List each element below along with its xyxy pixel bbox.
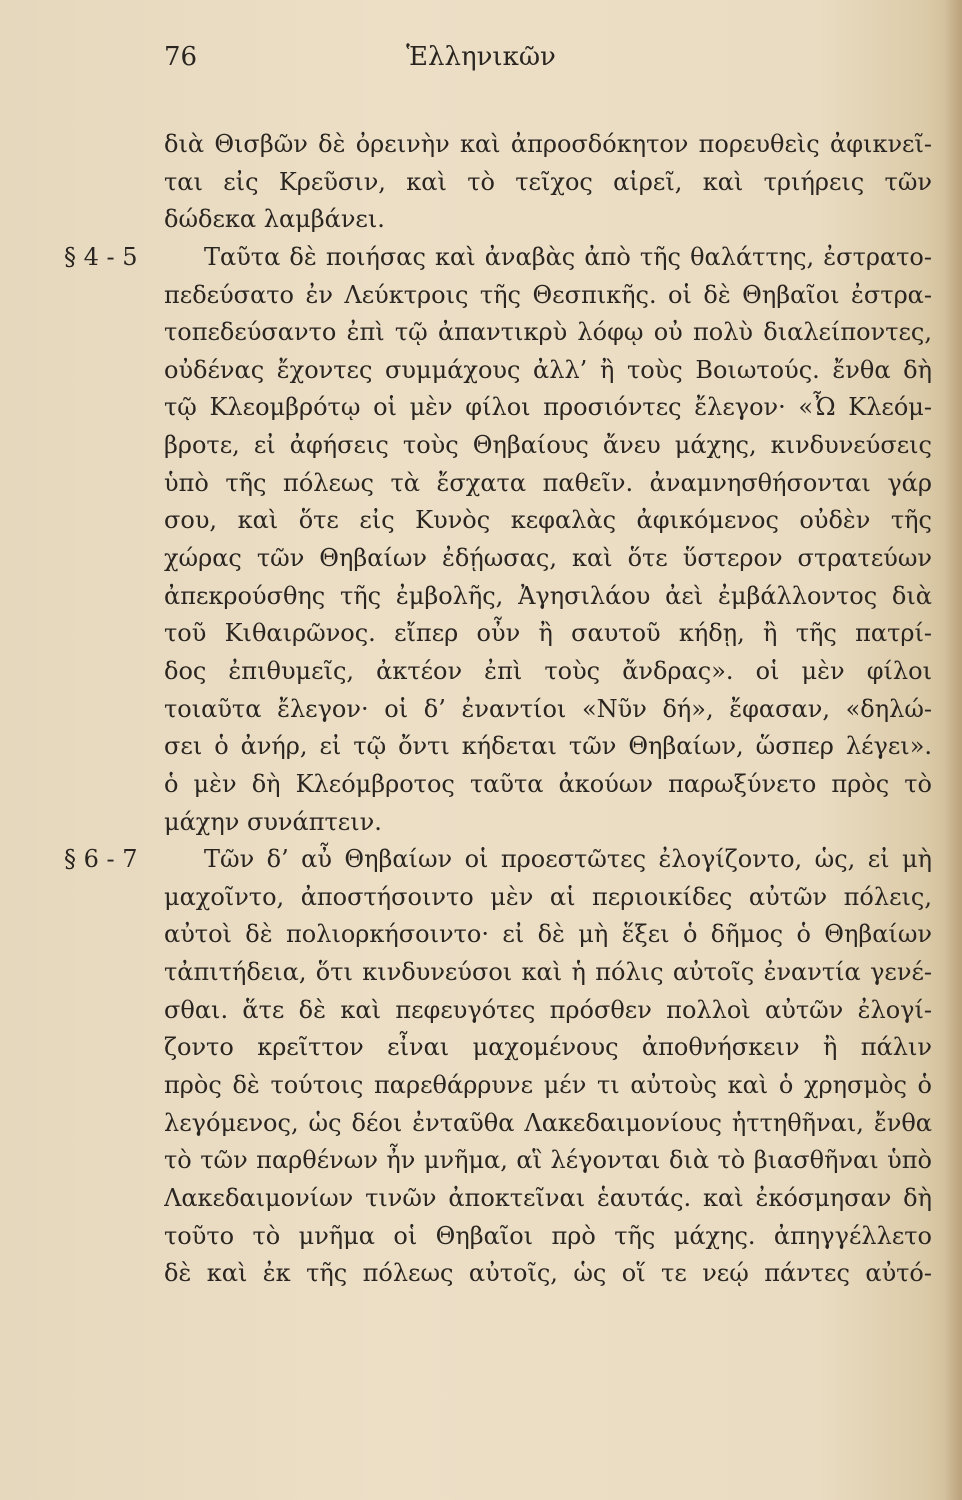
text-line — [164, 1067, 932, 1105]
text-line — [164, 992, 932, 1030]
line-text: σθαι. ἅτε δὲ καὶ πεφευγότες πρόσθεν πολλοὶ αὐτῶν ἐλογί- — [164, 995, 932, 1024]
text-line — [164, 879, 932, 917]
text-line — [164, 691, 932, 729]
line-text: σου, καὶ ὅτε εἰς Κυνὸς κεφαλὰς ἀφικόμενος οὐδὲν τῆς — [164, 506, 932, 535]
text-line — [164, 1029, 932, 1067]
text-line — [164, 954, 932, 992]
text-line — [164, 1105, 932, 1143]
line-text: ἀπεκρούσθης τῆς ἐμβολῆς, Ἀγησιλάου ἀεὶ ἐμβάλλοντος διὰ — [164, 581, 932, 610]
text-line — [164, 615, 932, 653]
text-line — [164, 766, 932, 804]
line-text: ζοντο κρεῖττον εἶναι μαχομένους ἀποθνήσκειν ἢ πάλιν — [164, 1033, 932, 1062]
line-text: ὑπὸ τῆς πόλεως τὰ ἔσχατα παθεῖν. ἀναμνησθήσονται γάρ — [164, 468, 932, 497]
line-text: ται εἰς Κρεῦσιν, καὶ τὸ τεῖχος αἱρεῖ, καὶ τριήρεις τῶν — [164, 167, 932, 196]
line-text: πεδεύσατο ἐν Λεύκτροις τῆς Θεσπικῆς. οἱ δὲ Θηβαῖοι ἐστρα- — [164, 280, 932, 309]
line-text: Ταῦτα δὲ ποιήσας καὶ ἀναβὰς ἀπὸ τῆς θαλάττης, ἐστρατο- — [204, 242, 932, 271]
line-text: τοπεδεύσαντο ἐπὶ τῷ ἀπαντικρὺ λόφῳ οὐ πολὺ διαλείποντες, — [164, 318, 932, 347]
line-text: Τῶν δ’ αὖ Θηβαίων οἱ προεστῶτες ἐλογίζοντο, ὡς, εἰ μὴ — [204, 845, 932, 874]
line-text: Λακεδαιμονίων τινῶν ἀποκτεῖναι ἑαυτάς. καὶ ἐκόσμησαν δὴ — [164, 1183, 932, 1212]
line-text: τὸ τῶν παρθένων ἦν μνῆμα, αἳ λέγονται διὰ τὸ βιασθῆναι ὑπὸ — [164, 1146, 932, 1175]
line-text: πρὸς δὲ τούτοις παρεθάρρυνε μέν τι αὐτοὺς καὶ ὁ χρησμὸς ὁ — [164, 1071, 932, 1100]
line-text: τοῦτο τὸ μνῆμα οἱ Θηβαῖοι πρὸ τῆς μάχης. ἀπηγγέλλετο — [164, 1221, 932, 1250]
line-text: τῷ Κλεομβρότῳ οἱ μὲν φίλοι προσιόντες ἔλεγον· «Ὦ Κλεόμ- — [164, 393, 932, 422]
text-line — [164, 502, 932, 540]
text-line — [164, 1180, 932, 1218]
text-line — [164, 314, 932, 352]
text-line — [164, 277, 932, 315]
line-text: οὐδένας ἔχοντες συμμάχους ἀλλ’ ἢ τοὺς Βοιωτούς. ἔνθα δὴ — [164, 355, 932, 384]
text-line — [164, 540, 932, 578]
line-text: μάχην συνάπτειν. — [164, 807, 382, 836]
text-line — [164, 389, 932, 427]
text-line — [164, 164, 932, 202]
section-marker: § 6 - 7 — [64, 845, 138, 874]
text-line — [164, 465, 932, 503]
text-line — [164, 804, 932, 842]
section-marker: § 4 - 5 — [64, 242, 138, 271]
text-line — [164, 427, 932, 465]
line-text: σει ὁ ἀνήρ, εἰ τῷ ὄντι κήδεται τῶν Θηβαίων, ὥσπερ λέγει». — [164, 732, 932, 761]
line-text: διὰ Θισβῶν δὲ ὀρεινὴν καὶ ἀπροσδόκητον πορευθεὶς ἀφικνεῖ- — [164, 130, 932, 158]
text-line — [164, 352, 932, 390]
line-text: χώρας τῶν Θηβαίων ἐδῄωσας, καὶ ὅτε ὕστερον στρατεύων — [164, 544, 932, 573]
line-text: αὐτοὶ δὲ πολιορκήσοιντο· εἰ δὲ μὴ ἕξει ὁ δῆμος ὁ Θηβαίων — [164, 920, 932, 949]
line-text: τοιαῦτα ἔλεγον· οἱ δ’ ἐναντίοι «Νῦν δή», ἔφασαν, «δηλώ- — [164, 694, 932, 723]
line-text: λεγόμενος, ὡς δέοι ἐνταῦθα Λακεδαιμονίους ἡττηθῆναι, ἔνθα — [164, 1108, 932, 1137]
text-line — [164, 1142, 932, 1180]
text-line — [164, 578, 932, 616]
line-text: μαχοῖντο, ἀποστήσοιντο μὲν αἱ περιοικίδες αὐτῶν πόλεις, — [164, 882, 932, 911]
line-text: δὲ καὶ ἐκ τῆς πόλεως αὐτοῖς, ὡς οἵ τε νεῴ πάντες αὐτό- — [164, 1259, 932, 1288]
text-line — [64, 239, 932, 277]
text-line — [164, 653, 932, 691]
line-text: βροτε, εἰ ἀφήσεις τοὺς Θηβαίους ἄνευ μάχης, κινδυνεύσεις — [164, 431, 932, 460]
line-text: τἀπιτήδεια, ὅτι κινδυνεύσοι καὶ ἡ πόλις αὐτοῖς ἐναντία γενέ- — [164, 958, 932, 987]
body-text — [64, 126, 932, 1293]
line-text: δος ἐπιθυμεῖς, ἀκτέον ἐπὶ τοὺς ἄνδρας». οἱ μὲν φίλοι — [164, 656, 932, 685]
text-line — [164, 916, 932, 954]
text-line — [164, 1255, 932, 1293]
text-line — [164, 126, 932, 164]
text-line — [164, 1218, 932, 1256]
text-line — [64, 841, 932, 879]
line-text: ὁ μὲν δὴ Κλεόμβροτος ταῦτα ἀκούων παρωξύνετο πρὸς τὸ — [164, 769, 932, 798]
running-title: Ἑλληνικῶν — [406, 42, 556, 72]
page-edge-shadow — [944, 0, 962, 1500]
line-text: τοῦ Κιθαιρῶνος. εἴπερ οὖν ἢ σαυτοῦ κήδῃ, ἢ τῆς πατρί- — [164, 619, 932, 648]
text-line — [164, 201, 932, 239]
page-number: 76 — [164, 42, 198, 72]
line-text: δώδεκα λαμβάνει. — [164, 205, 385, 234]
text-line — [164, 728, 932, 766]
